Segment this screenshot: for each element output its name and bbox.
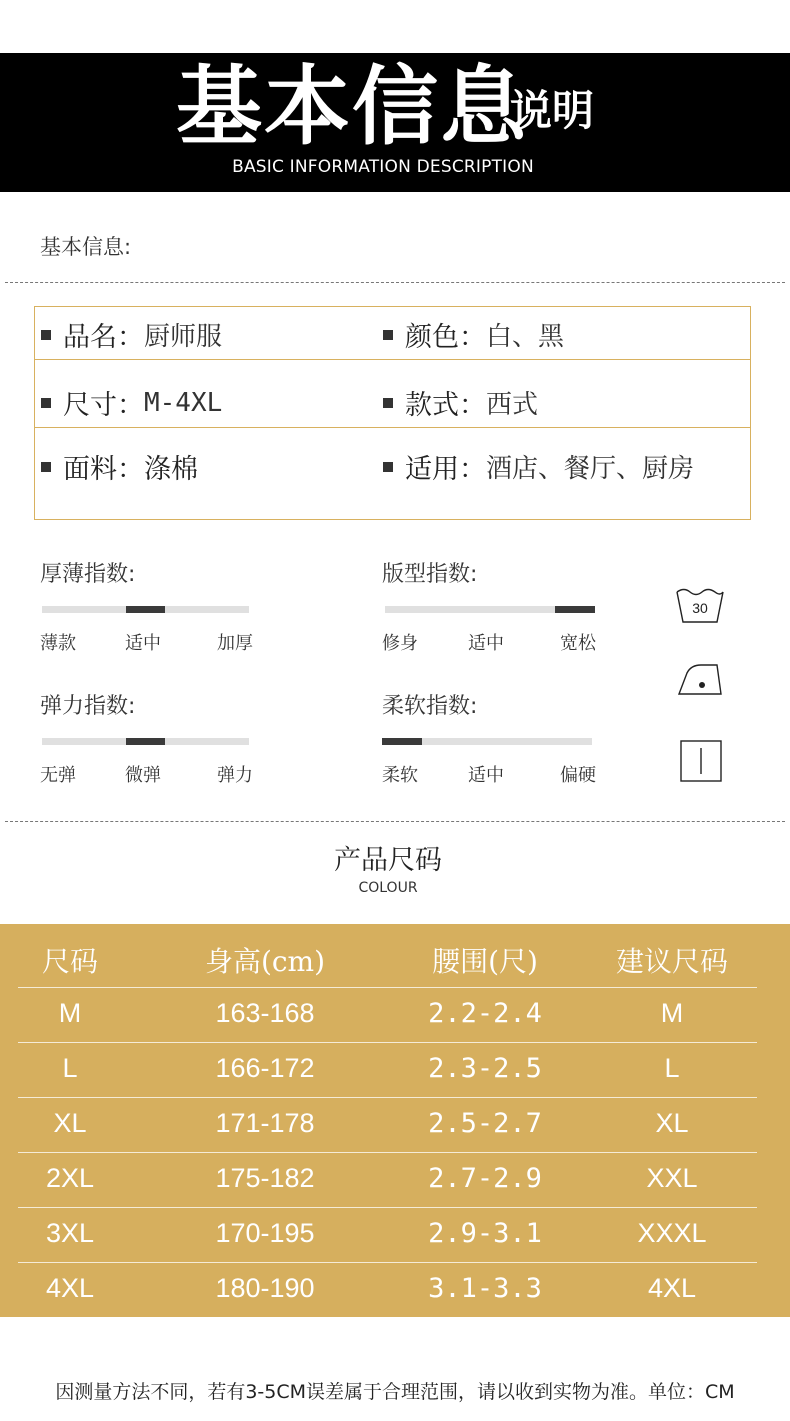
cell-waist: 2.3-2.5 <box>428 1053 542 1084</box>
cell-recommended: XXXL <box>637 1218 707 1248</box>
cell-waist: 2.5-2.7 <box>428 1108 542 1139</box>
cell-size: 4XL <box>45 1273 95 1303</box>
info-item-size: 尺寸： M-4XL <box>41 383 222 422</box>
cell-recommended: XL <box>655 1108 689 1138</box>
divider <box>5 282 785 283</box>
svg-text:30: 30 <box>692 600 708 616</box>
bullet-icon <box>383 462 393 472</box>
cell-size: L <box>62 1053 78 1083</box>
divider <box>5 821 785 822</box>
info-row-divider <box>35 359 750 360</box>
bullet-icon <box>41 462 51 472</box>
elasticity-index-title: 弹力指数: <box>40 694 136 719</box>
info-item-name: 品名： 厨师服 <box>41 315 222 354</box>
elasticity-index-scale <box>42 738 249 745</box>
table-row-divider <box>18 1207 757 1208</box>
softness-index-marker <box>382 738 422 745</box>
thickness-label-thick: 加厚 <box>217 633 253 654</box>
cell-recommended: M <box>660 998 684 1028</box>
cell-waist: 2.7-2.9 <box>428 1163 542 1194</box>
footnote: 因测量方法不同，若有3-5CM误差属于合理范围，请以收到实物为准。单位：CM <box>55 1381 735 1403</box>
table-row-divider <box>18 987 757 988</box>
cell-height: 163-168 <box>215 998 315 1028</box>
elasticity-label-elastic: 弹力 <box>217 765 253 786</box>
header-banner <box>0 53 790 192</box>
info-item-style: 款式： 西式 <box>383 383 538 422</box>
iron-low-icon <box>677 661 723 697</box>
cell-height: 175-182 <box>215 1163 315 1193</box>
size-section-subtitle: COLOUR <box>358 880 418 896</box>
fit-label-loose: 宽松 <box>560 633 596 654</box>
info-item-usage: 适用： 酒店、餐厅、厨房 <box>383 447 694 486</box>
cell-waist: 2.9-3.1 <box>428 1218 542 1249</box>
size-section-title: 产品尺码 <box>334 845 442 876</box>
hang-dry-icon <box>680 740 722 782</box>
bullet-icon <box>41 330 51 340</box>
fit-label-medium: 适中 <box>468 633 504 654</box>
basic-info-box <box>34 306 751 520</box>
wash-30-icon <box>675 586 725 626</box>
thickness-index-title: 厚薄指数: <box>40 562 136 587</box>
fit-index-scale <box>385 606 595 613</box>
table-header-recommended: 建议尺码 <box>615 945 728 978</box>
cell-size: 3XL <box>45 1218 95 1248</box>
header-subtitle: BASIC INFORMATION DESCRIPTION <box>232 157 534 177</box>
cell-height: 170-195 <box>215 1218 315 1248</box>
thickness-label-thin: 薄款 <box>40 633 76 654</box>
fit-index-marker <box>555 606 595 613</box>
table-row-divider <box>18 1262 757 1263</box>
cell-waist: 2.2-2.4 <box>428 998 542 1029</box>
header-title-suffix: 说明 <box>510 86 595 135</box>
info-row-divider <box>35 427 750 428</box>
bullet-icon <box>41 398 51 408</box>
table-header-waist: 腰围(尺) <box>432 945 538 978</box>
cell-height: 171-178 <box>215 1108 315 1138</box>
elasticity-index-marker <box>126 738 165 745</box>
thickness-index-scale <box>42 606 249 613</box>
cell-waist: 3.1-3.3 <box>428 1273 542 1304</box>
header-title: 基本信息 <box>176 57 528 157</box>
elasticity-label-slight: 微弹 <box>125 765 161 786</box>
table-row-divider <box>18 1152 757 1153</box>
table-row-divider <box>18 1042 757 1043</box>
size-table <box>0 924 790 1317</box>
elasticity-label-none: 无弹 <box>40 765 76 786</box>
fit-index-title: 版型指数: <box>382 562 478 587</box>
table-header-size: 尺码 <box>41 945 98 978</box>
softness-label-hard: 偏硬 <box>560 765 596 786</box>
cell-recommended: XXL <box>646 1163 698 1193</box>
info-item-color: 颜色： 白、黑 <box>383 315 564 354</box>
softness-label-medium: 适中 <box>468 765 504 786</box>
bullet-icon <box>383 330 393 340</box>
thickness-index-marker <box>126 606 165 613</box>
softness-index-title: 柔软指数: <box>382 694 478 719</box>
softness-label-soft: 柔软 <box>382 765 418 786</box>
cell-recommended: L <box>664 1053 680 1083</box>
softness-index-scale <box>382 738 592 745</box>
table-row-divider <box>18 1097 757 1098</box>
cell-recommended: 4XL <box>647 1273 697 1303</box>
fit-label-slim: 修身 <box>382 633 418 654</box>
cell-size: M <box>58 998 82 1028</box>
cell-size: 2XL <box>45 1163 95 1193</box>
bullet-icon <box>383 398 393 408</box>
cell-height: 180-190 <box>215 1273 315 1303</box>
cell-size: XL <box>53 1108 87 1138</box>
table-header-height: 身高(cm) <box>204 945 326 978</box>
cell-height: 166-172 <box>215 1053 315 1083</box>
basic-info-label: 基本信息: <box>40 235 132 259</box>
thickness-label-medium: 适中 <box>125 633 161 654</box>
info-item-fabric: 面料： 涤棉 <box>41 447 198 486</box>
